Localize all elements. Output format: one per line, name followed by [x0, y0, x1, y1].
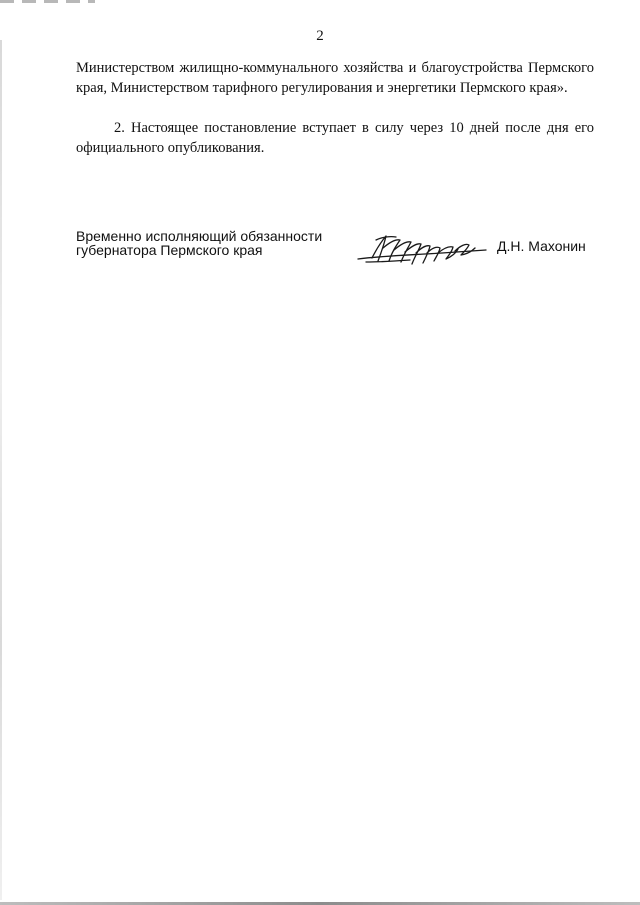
signer-title-line-1: Временно исполняющий обязанности: [76, 228, 323, 244]
signer-title: [76, 229, 356, 257]
handwritten-signature-icon: [350, 228, 490, 272]
signer-name: Д.Н. Махонин: [497, 238, 586, 254]
scan-left-edge: [0, 40, 2, 900]
paragraph-continuation: Министерством жилищно-коммунального хозяйства и благоустройства Пермского края, Министерством тарифного регулирования и энергетики Пермского края».: [76, 60, 594, 96]
scan-top-mark: [0, 0, 95, 3]
paragraph-effective-date: 2. Настоящее постановление вступает в силу через 10 дней после дня его официального опубликования.: [76, 120, 594, 156]
signer-title-line-2: губернатора Пермского края: [76, 242, 263, 258]
page-number: 2: [316, 28, 324, 44]
